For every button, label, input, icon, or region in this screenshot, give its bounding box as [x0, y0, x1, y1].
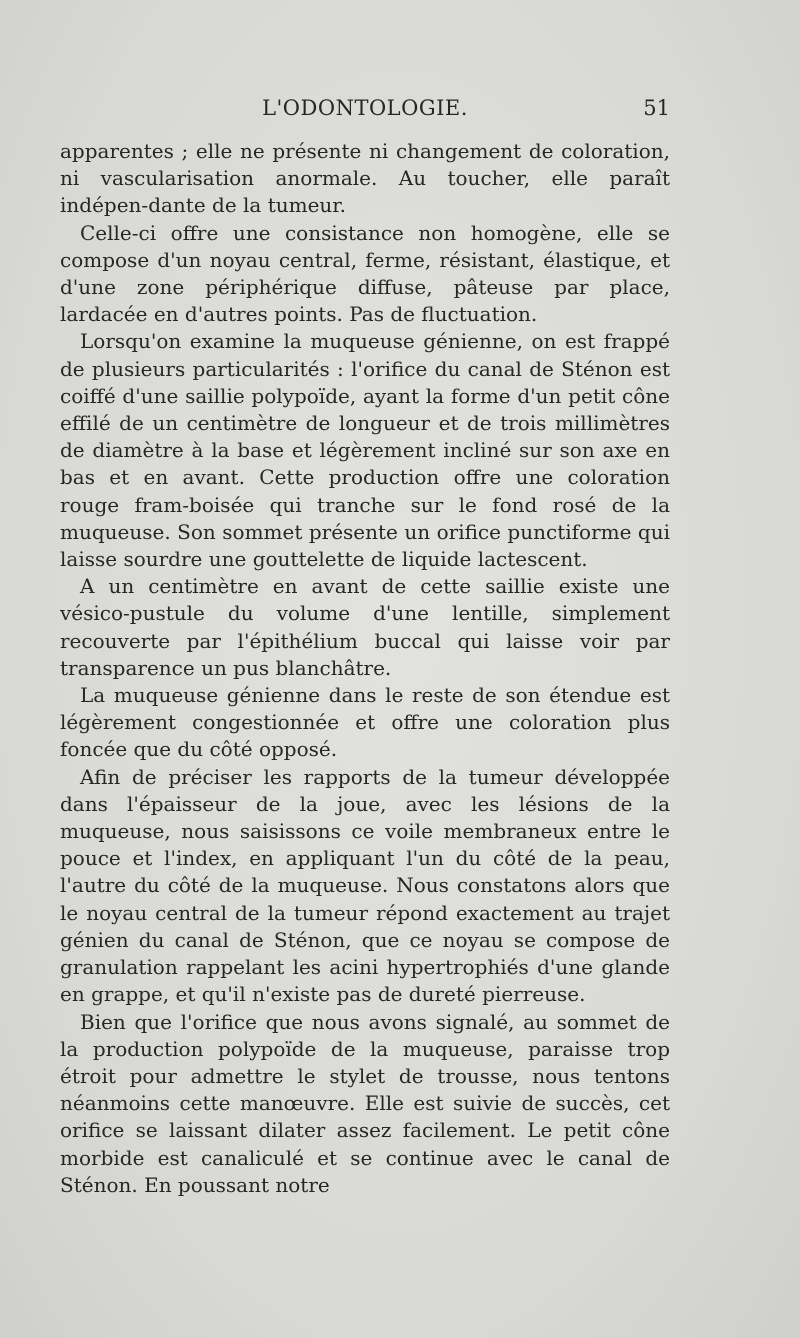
paragraph-3: Lorsqu'on examine la muqueuse génienne, on est frappé de plusieurs particularités : l'orifice du canal de Sténon est coiffé d'une saillie polypoïde, ayant la forme d'un petit cône effilé de un centimètre de longueur et de trois millimètres de diamètre à la base et légèrement incliné sur son axe en bas et en avant. Cette production offre une coloration rouge fram-boisée qui tranche sur le fond rosé de la muqueuse. Son sommet présente un orifice punctiforme qui laisse sourdre une gouttelette de liquide lactescent. [60, 329, 670, 572]
paragraph-5: La muqueuse génienne dans le reste de son étendue est légèrement congestionnée et offre une coloration plus foncée que du côté opposé. [60, 683, 670, 762]
paragraph-7: Bien que l'orifice que nous avons signalé, au sommet de la production polypoïde de la muqueuse, paraisse trop étroit pour admettre le stylet de trousse, nous tentons néanmoins cette manœuvre. Elle est suivie de succès, cet orifice se laissant dilater assez facilement. Le petit cône morbide est canaliculé et se continue avec le canal de Sténon. En poussant notre [60, 1009, 670, 1197]
paragraph-2: Celle-ci offre une consistance non homogène, elle se compose d'un noyau central, ferme, résistant, élastique, et d'une zone périphérique diffuse, pâteuse par place, lardacée en d'autres points. Pas de fluctuation. [60, 220, 670, 327]
page-number: 51 [643, 96, 670, 120]
paragraph-4: A un centimètre en avant de cette saillie existe une vésico-pustule du volume d'une lentille, simplement recouverte par l'épithélium buccal qui laisse voir par transparence un pus blanchâtre. [60, 574, 670, 680]
paragraph-1: apparentes ; elle ne présente ni changement de coloration, ni vascularisation anormale. Au toucher, elle paraît indépen-dante de la tumeur. [60, 139, 670, 218]
running-title: L'ODONTOLOGIE. [262, 96, 468, 120]
running-head [60, 96, 670, 126]
body-text [60, 138, 670, 1199]
paragraph-6: Afin de préciser les rapports de la tumeur développée dans l'épaisseur de la joue, avec les lésions de la muqueuse, nous saisissons ce voile membraneux entre le pouce et l'index, en appliquant l'un du côté de la peau, l'autre du côté de la muqueuse. Nous constatons alors que le noyau central de la tumeur répond exactement au trajet génien du canal de Sténon, que ce noyau se compose de granulation rappelant les acini hypertrophiés d'une glande en grappe, et qu'il n'existe pas de dureté pierreuse. [60, 764, 670, 1007]
